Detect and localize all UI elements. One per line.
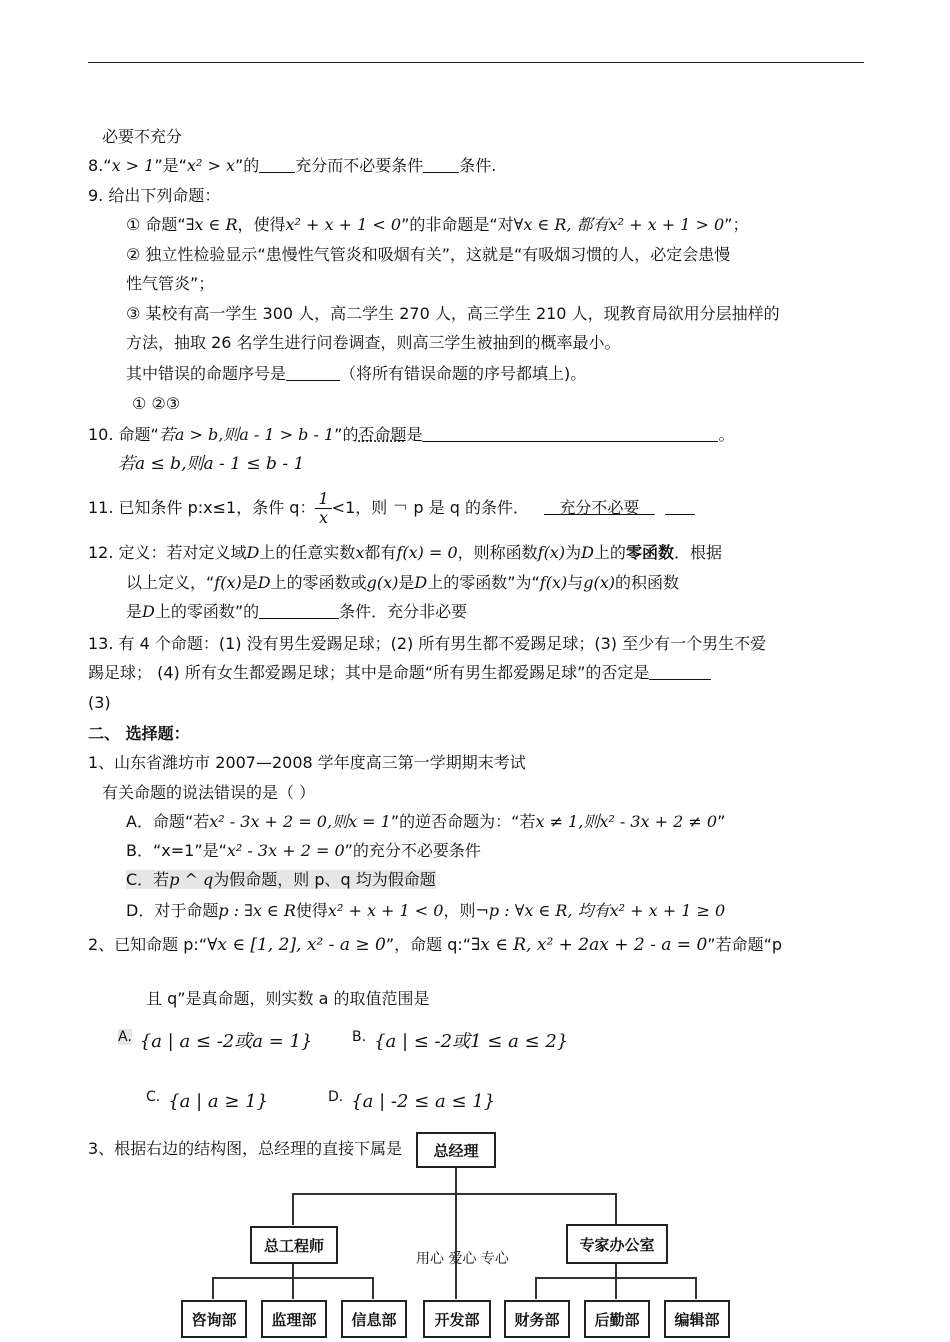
- question-9-item-2a: ② 独立性检验显示“患慢性气管炎和吸烟有关”，这就是“有吸烟习惯的人，必定会患慢: [126, 245, 731, 264]
- question-13-line-2: 踢足球； (4) 所有女生都爱踢足球；其中是命题“所有男生都爱踢足球”的否定是: [88, 662, 711, 684]
- question-9-title: 9. 给出下列命题：: [88, 186, 221, 205]
- question-13-line-1: 13. 有 4 个命题：(1) 没有男生爱踢足球；(2) 所有男生都不爱踢足球；(3) 至少有一个男生不爱: [88, 634, 767, 653]
- section-2-heading: 二、 选择题：: [88, 724, 190, 743]
- question-10-answer: 若a ≤ b,则a - 1 ≤ b - 1: [118, 454, 305, 474]
- choice-2-option-b: B. {a | ≤ -2或1 ≤ a ≤ 2}: [352, 1029, 569, 1052]
- question-8: 8.“x > 1”是“x² > x”的 充分而不必要条件 条件.: [88, 156, 497, 175]
- question-12-line-3: 是D上的零函数”的 条件．充分非必要: [126, 602, 468, 621]
- question-9-item-3a: ③ 某校有高一学生 300 人，高二学生 270 人，高三学生 210 人，现教育局欲用分层抽样的: [126, 304, 780, 323]
- question-12-line-2: 以上定义，“f(x)是D上的零函数或g(x)是D上的零函数”为“f(x)与g(x)的积函数: [126, 573, 679, 592]
- header-rule: [88, 62, 864, 63]
- question-12-line-1: 12. 定义：若对定义域D上的任意实数x都有f(x) = 0，则称函数f(x)为D上的零函数．根据: [88, 543, 722, 562]
- fraction-1-over-x: $\frac{1}{x}$: [315, 490, 331, 527]
- choice-3: 3、根据右边的结构图，总经理的直接下属是: [88, 1139, 403, 1158]
- footer-watermark: 用心 爱心 专心: [416, 1251, 509, 1267]
- org-node-bottom: 编辑部: [664, 1300, 730, 1338]
- choice-1-stem: 有关命题的说法错误的是（ ）: [102, 783, 316, 802]
- question-9-item-3b: 方法，抽取 26 名学生进行问卷调查，则高三学生被抽到的概率最小。: [126, 333, 621, 352]
- question-9-prompt: 其中错误的命题序号是 （将所有错误命题的序号都填上)。: [126, 364, 587, 383]
- org-node-top: 总经理: [416, 1132, 496, 1168]
- choice-1-option-d: D．对于命题p : ∃x ∈ R使得x² + x + 1 < 0，则¬p : ∀x ∈ R, 均有x² + x + 1 ≥ 0: [126, 901, 726, 920]
- choice-2-option-d: D. {a | -2 ≤ a ≤ 1}: [328, 1089, 496, 1112]
- choice-2-line-1: 2、已知命题 p:“∀x ∈ [1, 2], x² - a ≥ 0”，命题 q:“∃x ∈ R, x² + 2ax + 2 - a = 0”若命题“p: [88, 935, 783, 955]
- choice-1-option-b: B．“x=1”是“x² - 3x + 2 = 0”的充分不必要条件: [126, 841, 481, 860]
- org-node-bottom: 信息部: [341, 1300, 407, 1338]
- org-node-bottom: 监理部: [261, 1300, 327, 1338]
- org-node-bottom: 开发部: [423, 1300, 491, 1338]
- org-node-bottom: 咨询部: [181, 1300, 247, 1338]
- choice-2-option-a: A. {a | a ≤ -2或a = 1}: [118, 1029, 313, 1052]
- choice-1-option-c: C．若p ^ q为假命题，则 p、q 均为假命题: [126, 870, 436, 889]
- question-13-answer: (3): [88, 693, 111, 712]
- choice-1-option-a: A．命题“若x² - 3x + 2 = 0,则x = 1”的逆否命题为：“若x ≠ 1,则x² - 3x + 2 ≠ 0”: [126, 812, 726, 831]
- org-node-bottom: 财务部: [504, 1300, 570, 1338]
- choice-1-title: 1、山东省潍坊市 2007—2008 学年度高三第一学期期末考试: [88, 753, 526, 772]
- choice-2-line-2: 且 q”是真命题，则实数 a 的取值范围是: [146, 989, 430, 1008]
- question-10: 10. 命题“若a > b,则a - 1 > b - 1”的否命题是 。: [88, 425, 735, 444]
- org-node-bottom: 后勤部: [584, 1300, 650, 1338]
- question-9-answer: ① ②③: [132, 394, 181, 413]
- org-node-mid-left: 总工程师: [250, 1226, 338, 1264]
- org-node-mid-right: 专家办公室: [566, 1224, 668, 1264]
- question-9-item-2b: 性气管炎”；: [126, 274, 215, 293]
- question-11: 11. 已知条件 p:x≤1，条件 q： $\frac{1}{x}$ <1，则 ￢ p 是 q 的条件． 充分不必要: [88, 490, 695, 527]
- choice-2-option-c: C. {a | a ≥ 1}: [146, 1089, 269, 1112]
- answer-line: 必要不充分: [102, 127, 183, 146]
- question-9-item-1: ① 命题“∃x ∈ R，使得x² + x + 1 < 0”的非命题是“对∀x ∈ R, 都有x² + x + 1 > 0”；: [126, 215, 749, 234]
